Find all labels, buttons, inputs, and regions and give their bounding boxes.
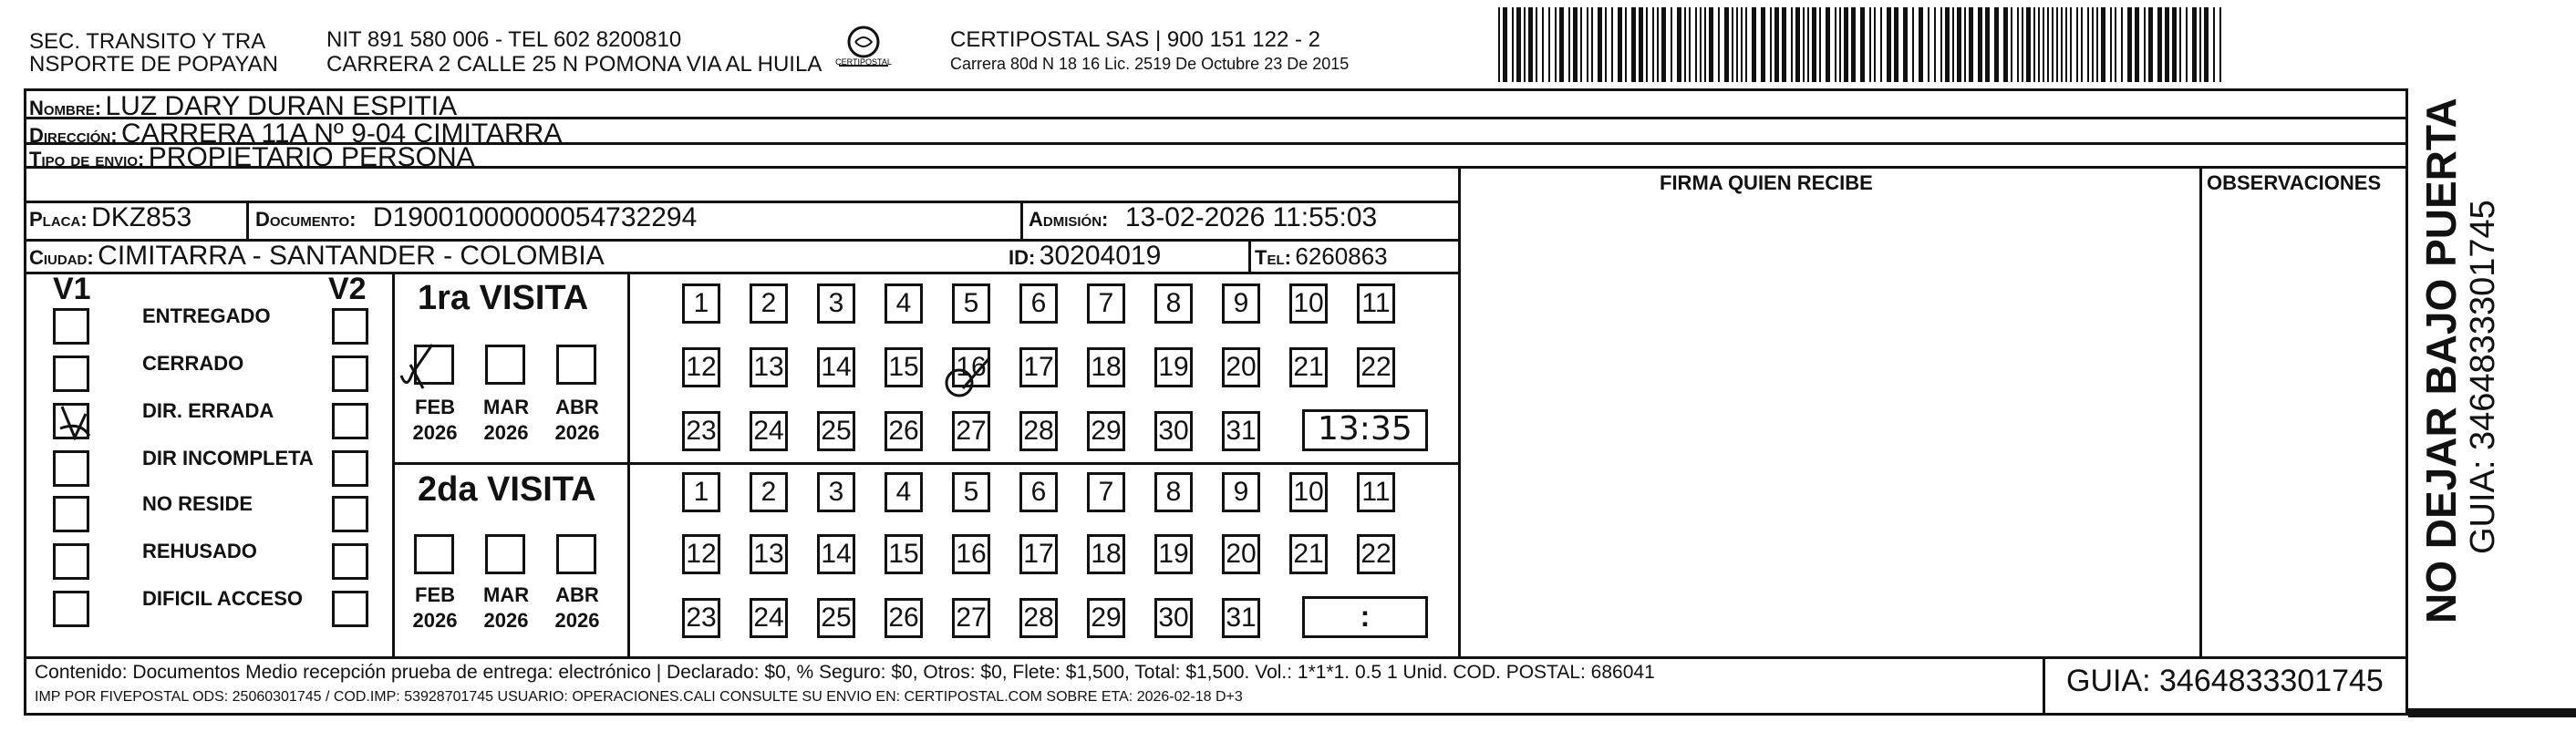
- sender-nit: NIT 891 580 006 - TEL 602 8200810: [326, 27, 682, 52]
- documento-label: Documento:: [255, 208, 357, 231]
- barcode-bar: [1528, 7, 1533, 82]
- barcode-bar: [1631, 7, 1636, 82]
- day-box[interactable]: 11: [1357, 472, 1395, 512]
- barcode-bar: [2148, 7, 2153, 82]
- barcode-bar: [1587, 7, 1588, 82]
- month-label: ABR: [555, 583, 599, 606]
- barcode-bar: [2110, 7, 2112, 82]
- v2-checkbox[interactable]: [332, 403, 368, 439]
- v1-checkbox[interactable]: [53, 450, 89, 487]
- barcode-bar: [2096, 7, 2098, 82]
- barcode-bar: [2199, 7, 2201, 82]
- barcode-bar: [2033, 7, 2035, 82]
- day-box[interactable]: 21: [1289, 347, 1328, 387]
- barcode-bar: [1724, 7, 1729, 82]
- day-box[interactable]: 6: [1019, 283, 1058, 324]
- barcode-bar: [1573, 7, 1578, 82]
- month-checkbox[interactable]: [485, 534, 525, 574]
- barcode-bar: [1782, 7, 1786, 82]
- barcode-bar: [2092, 7, 2094, 82]
- barcode-bar: [1919, 7, 1923, 82]
- visit1-title: 1ra VISITA: [418, 279, 589, 317]
- barcode-bar: [2135, 7, 2139, 82]
- barcode-bar: [2121, 7, 2123, 82]
- day-box[interactable]: 8: [1154, 472, 1193, 512]
- year-label: 2026: [483, 609, 529, 632]
- footer-imp: IMP POR FIVEPOSTAL ODS: 25060301745 / COD.IMP: 53928701745 USUARIO: OPERACIONES.CALI CONSULTE SU ENVIO EN: CERTIPOSTAL.COM SOBRE ETA: 2026-02-18 D+3: [35, 689, 1243, 705]
- day-box[interactable]: 2: [750, 283, 788, 324]
- barcode-bar: [1928, 7, 1929, 82]
- barcode-bar: [2047, 7, 2049, 82]
- day-box[interactable]: 28: [1019, 411, 1058, 451]
- barcode-bar: [1812, 7, 1816, 82]
- courier-license: Carrera 80d N 18 16 Lic. 2519 De Octubre 23 De 2015: [950, 55, 1350, 73]
- barcode-bar: [1625, 7, 1627, 82]
- day-box[interactable]: 23: [682, 411, 720, 451]
- barcode-bar: [1791, 7, 1793, 82]
- day-box[interactable]: 9: [1222, 283, 1260, 324]
- day-box[interactable]: 26: [885, 411, 923, 451]
- barcode-bar: [1835, 7, 1836, 82]
- barcode-bar: [1548, 7, 1550, 82]
- barcode-bar: [2186, 7, 2188, 82]
- sender-name-line2: NSPORTE DE POPAYAN: [29, 52, 278, 77]
- barcode-bar: [2165, 7, 2169, 82]
- ciudad-value: CIMITARRA - SANTANDER - COLOMBIA: [98, 241, 605, 271]
- day-box[interactable]: 25: [817, 411, 855, 451]
- barcode-bar: [1671, 7, 1672, 82]
- year-label: 2026: [412, 421, 458, 444]
- status-label: NO RESIDE: [142, 492, 253, 515]
- day-box[interactable]: 5: [952, 283, 990, 324]
- status-label: CERRADO: [142, 352, 244, 375]
- tipo-envio-label: Tipo de envio:: [29, 148, 145, 170]
- day-box[interactable]: 30: [1154, 598, 1193, 638]
- day-box[interactable]: 7: [1087, 472, 1125, 512]
- day-box[interactable]: 22: [1357, 347, 1395, 387]
- v2-checkbox[interactable]: [332, 496, 368, 532]
- check-mark: [53, 401, 98, 447]
- day-box[interactable]: 28: [1019, 598, 1058, 638]
- day-16-circle-mark: [943, 352, 999, 403]
- day-box[interactable]: 14: [817, 534, 855, 574]
- barcode-bar: [1618, 7, 1622, 82]
- barcode-bar: [1860, 7, 1865, 82]
- barcode-bar: [1657, 7, 1659, 82]
- barcode-bar: [1819, 7, 1821, 82]
- day-box[interactable]: 13: [750, 534, 788, 574]
- placa-value: DKZ853: [91, 202, 192, 232]
- barcode-bar: [1844, 7, 1848, 82]
- barcode-bar: [1580, 7, 1582, 82]
- month-label: FEB: [415, 583, 455, 606]
- barcode-bar: [2003, 7, 2008, 82]
- barcode-bar: [1536, 7, 1537, 82]
- v1-checkbox[interactable]: [53, 308, 89, 345]
- day-box[interactable]: 11: [1357, 283, 1395, 324]
- barcode-bar: [1559, 7, 1564, 82]
- barcode-bar: [2065, 7, 2067, 82]
- day-box[interactable]: 10: [1289, 472, 1328, 512]
- day-box[interactable]: 4: [885, 472, 923, 512]
- direccion-label: Dirección:: [29, 124, 118, 147]
- observaciones-label: OBSERVACIONES: [2207, 171, 2382, 194]
- certipostal-logo: [832, 24, 895, 75]
- v2-header: V2: [328, 272, 367, 306]
- day-box[interactable]: 19: [1154, 347, 1193, 387]
- barcode-bar: [1752, 7, 1756, 82]
- courier-name: CERTIPOSTAL SAS | 900 151 122 - 2: [950, 27, 1320, 52]
- barcode-bar: [1894, 7, 1898, 82]
- day-box[interactable]: 1: [682, 283, 720, 324]
- barcode-bar: [2219, 7, 2221, 82]
- barcode-bar: [1718, 7, 1720, 82]
- barcode-bar: [2213, 7, 2215, 82]
- barcode-bar: [1912, 7, 1914, 82]
- v2-checkbox[interactable]: [332, 591, 368, 627]
- barcode-bar: [2052, 7, 2054, 82]
- barcode-bar: [2022, 7, 2023, 82]
- day-box[interactable]: 25: [817, 598, 855, 638]
- barcode-bar: [1598, 7, 1602, 82]
- visit2-time: :: [1360, 600, 1371, 633]
- placa-label: Placa:: [29, 208, 88, 231]
- day-box[interactable]: 21: [1289, 534, 1328, 574]
- barcode-bar: [1851, 7, 1856, 82]
- day-box[interactable]: 13: [750, 347, 788, 387]
- side-guia: GUIA: 3464833301745: [2464, 200, 2502, 554]
- barcode-bar: [1689, 7, 1691, 82]
- form-frame: [24, 88, 2408, 716]
- visit1-time: 13:35: [1318, 410, 1412, 448]
- admision-label: Admisión:: [1029, 208, 1109, 231]
- barcode-bar: [1874, 7, 1876, 82]
- day-box[interactable]: 16: [952, 347, 990, 387]
- no-dejar-bajo-puerta: NO DEJAR BAJO PUERTA: [2417, 98, 2465, 623]
- status-label: REHUSADO: [142, 540, 257, 562]
- id-label: ID:: [1009, 246, 1036, 269]
- barcode-bar: [2011, 7, 2012, 82]
- month-label: FEB: [415, 396, 455, 418]
- day-box[interactable]: 18: [1087, 347, 1125, 387]
- barcode-bar: [1978, 7, 1982, 82]
- barcode-bar: [1555, 7, 1557, 82]
- visit2-time-box: [1302, 596, 1428, 638]
- barcode-bar: [1661, 7, 1666, 82]
- barcode-bar: [1994, 7, 1999, 82]
- barcode-bar: [1807, 7, 1809, 82]
- day-box[interactable]: 2: [750, 472, 788, 512]
- v2-checkbox[interactable]: [332, 356, 368, 392]
- barcode-bar: [1709, 7, 1713, 82]
- v2-checkbox[interactable]: [332, 543, 368, 580]
- barcode-bar: [2017, 7, 2019, 82]
- barcode-bar: [1957, 7, 1961, 82]
- barcode: [1498, 7, 2228, 82]
- barcode-bar: [1969, 7, 1973, 82]
- v1-header: V1: [53, 272, 91, 306]
- year-label: 2026: [483, 421, 529, 444]
- barcode-bar: [1605, 7, 1607, 82]
- day-box[interactable]: 12: [682, 347, 720, 387]
- day-box[interactable]: 23: [682, 598, 720, 638]
- barcode-bar: [1887, 7, 1891, 82]
- barcode-bar: [1985, 7, 1990, 82]
- barcode-bar: [2192, 7, 2197, 82]
- barcode-bar: [1646, 7, 1648, 82]
- tel-value: 6260863: [1295, 242, 1388, 270]
- status-label: DIR INCOMPLETA: [142, 447, 314, 469]
- month-label: MAR: [483, 583, 530, 606]
- day-box[interactable]: 4: [885, 283, 923, 324]
- barcode-bar: [2081, 7, 2083, 82]
- barcode-bar: [1732, 7, 1733, 82]
- day-box[interactable]: 3: [817, 283, 855, 324]
- barcode-bar: [1826, 7, 1830, 82]
- day-box[interactable]: 1: [682, 472, 720, 512]
- day-box[interactable]: 6: [1019, 472, 1058, 512]
- feb-check-mark: [398, 337, 452, 392]
- day-box[interactable]: 31: [1222, 411, 1260, 451]
- barcode-bar: [1524, 7, 1526, 82]
- v1-checkbox[interactable]: [53, 543, 89, 580]
- month-checkbox[interactable]: [556, 534, 596, 574]
- status-label: DIR. ERRADA: [142, 399, 274, 422]
- month-checkbox[interactable]: [414, 534, 454, 574]
- barcode-bar: [2076, 7, 2078, 82]
- barcode-bar: [1795, 7, 1800, 82]
- barcode-bar: [2043, 7, 2044, 82]
- barcode-bar: [2157, 7, 2162, 82]
- day-box[interactable]: 29: [1087, 411, 1125, 451]
- barcode-bar: [1745, 7, 1747, 82]
- nombre-label: Nombre:: [29, 97, 102, 119]
- year-label: 2026: [412, 609, 458, 632]
- day-box[interactable]: 3: [817, 472, 855, 512]
- barcode-bar: [1704, 7, 1706, 82]
- day-box[interactable]: 7: [1087, 283, 1125, 324]
- tipo-envio: PROPIETARIO PERSONA: [148, 142, 475, 172]
- barcode-bar: [2070, 7, 2072, 82]
- day-box[interactable]: 5: [952, 472, 990, 512]
- day-box[interactable]: 10: [1289, 283, 1328, 324]
- admision-value: 13-02-2026 11:55:03: [1124, 202, 1378, 232]
- day-box[interactable]: 29: [1087, 598, 1125, 638]
- day-box[interactable]: 26: [885, 598, 923, 638]
- barcode-bar: [2056, 7, 2058, 82]
- barcode-bar: [1803, 7, 1805, 82]
- sender-name-line1: SEC. TRANSITO Y TRA: [29, 29, 266, 54]
- year-label: 2026: [554, 609, 600, 632]
- barcode-bar: [1591, 7, 1593, 82]
- day-box[interactable]: 24: [750, 411, 788, 451]
- barcode-bar: [1770, 7, 1772, 82]
- barcode-bar: [1903, 7, 1908, 82]
- barcode-bar: [1542, 7, 1544, 82]
- bottom-rule: [2408, 708, 2576, 717]
- barcode-bar: [2115, 7, 2116, 82]
- month-label: ABR: [555, 396, 599, 418]
- barcode-bar: [2172, 7, 2177, 82]
- day-box[interactable]: 24: [750, 598, 788, 638]
- visit2-title: 2da VISITA: [418, 470, 596, 509]
- day-box[interactable]: 20: [1222, 347, 1260, 387]
- day-box[interactable]: 22: [1357, 534, 1395, 574]
- day-box[interactable]: 16: [952, 534, 990, 574]
- day-box[interactable]: 17: [1019, 534, 1058, 574]
- day-box[interactable]: 15: [885, 347, 923, 387]
- barcode-bar: [1934, 7, 1936, 82]
- status-label: DIFICIL ACCESO: [142, 587, 304, 610]
- svg-text:CERTIPOSTAL: CERTIPOSTAL: [835, 57, 892, 67]
- barcode-bar: [1741, 7, 1743, 82]
- day-box[interactable]: 17: [1019, 347, 1058, 387]
- barcode-bar: [2204, 7, 2209, 82]
- barcode-bar: [2179, 7, 2181, 82]
- barcode-bar: [1952, 7, 1954, 82]
- barcode-bar: [1700, 7, 1702, 82]
- day-box[interactable]: 14: [817, 347, 855, 387]
- v1-checkbox[interactable]: [53, 591, 89, 627]
- year-label: 2026: [554, 421, 600, 444]
- status-label: ENTREGADO: [142, 304, 271, 327]
- day-box[interactable]: 8: [1154, 283, 1193, 324]
- barcode-bar: [1516, 7, 1521, 82]
- v1-checkbox[interactable]: [53, 496, 89, 532]
- barcode-bar: [1880, 7, 1882, 82]
- day-box[interactable]: 30: [1154, 411, 1193, 451]
- barcode-bar: [1498, 7, 1500, 82]
- footer-contenido: Contenido: Documentos Medio recepción prueba de entrega: electrónico | Declarado: $0, % Seguro: $0, Otros: $0, Flete: $1,500, Total: $1,500. Vol.: 1*1*1. 0.5 1 Unid. COD. POSTAL: 686041: [35, 662, 1655, 683]
- day-box[interactable]: 20: [1222, 534, 1260, 574]
- day-box[interactable]: 27: [952, 598, 990, 638]
- sender-address: CARRERA 2 CALLE 25 N POMONA VIA AL HUILA: [326, 52, 822, 77]
- barcode-bar: [1568, 7, 1570, 82]
- barcode-bar: [1736, 7, 1738, 82]
- day-box[interactable]: 12: [682, 534, 720, 574]
- month-checkbox[interactable]: [485, 345, 525, 385]
- barcode-bar: [1512, 7, 1514, 82]
- ciudad-label: Ciudad:: [29, 246, 94, 269]
- v2-checkbox[interactable]: [332, 308, 368, 345]
- barcode-bar: [1869, 7, 1871, 82]
- documento-value: D19001000000054732294: [372, 202, 698, 232]
- barcode-bar: [2127, 7, 2132, 82]
- barcode-bar: [1695, 7, 1697, 82]
- barcode-bar: [1503, 7, 1507, 82]
- month-label: MAR: [483, 396, 530, 418]
- barcode-bar: [2038, 7, 2040, 82]
- barcode-bar: [1652, 7, 1654, 82]
- footer-guia: GUIA: 3464833301745: [2066, 664, 2384, 698]
- barcode-bar: [1639, 7, 1643, 82]
- day-box[interactable]: 31: [1222, 598, 1260, 638]
- barcode-bar: [1964, 7, 1966, 82]
- day-box[interactable]: 9: [1222, 472, 1260, 512]
- barcode-bar: [1839, 7, 1841, 82]
- tel-label: Tel:: [1255, 246, 1291, 269]
- firma-label: FIRMA QUIEN RECIBE: [1660, 171, 1873, 194]
- v2-checkbox[interactable]: [332, 450, 368, 487]
- day-box[interactable]: 27: [952, 411, 990, 451]
- barcode-bar: [1684, 7, 1686, 82]
- day-box[interactable]: 19: [1154, 534, 1193, 574]
- barcode-bar: [2061, 7, 2063, 82]
- barcode-bar: [1774, 7, 1779, 82]
- day-box[interactable]: 15: [885, 534, 923, 574]
- barcode-bar: [2087, 7, 2089, 82]
- barcode-bar: [2144, 7, 2146, 82]
- barcode-bar: [1611, 7, 1613, 82]
- recipient-address: CARRERA 11A Nº 9-04 CIMITARRA: [121, 119, 563, 149]
- barcode-bar: [1677, 7, 1681, 82]
- barcode-bar: [1761, 7, 1765, 82]
- barcode-bar: [2026, 7, 2031, 82]
- barcode-bar: [2101, 7, 2105, 82]
- id-value: 30204019: [1039, 241, 1162, 271]
- barcode-bar: [1940, 7, 1942, 82]
- barcode-bar: [1945, 7, 1950, 82]
- recipient-name: LUZ DARY DURAN ESPITIA: [105, 91, 458, 121]
- day-box[interactable]: 18: [1087, 534, 1125, 574]
- month-checkbox[interactable]: [556, 345, 596, 385]
- visit1-time-box: [1302, 409, 1428, 451]
- v1-checkbox[interactable]: [53, 356, 89, 392]
